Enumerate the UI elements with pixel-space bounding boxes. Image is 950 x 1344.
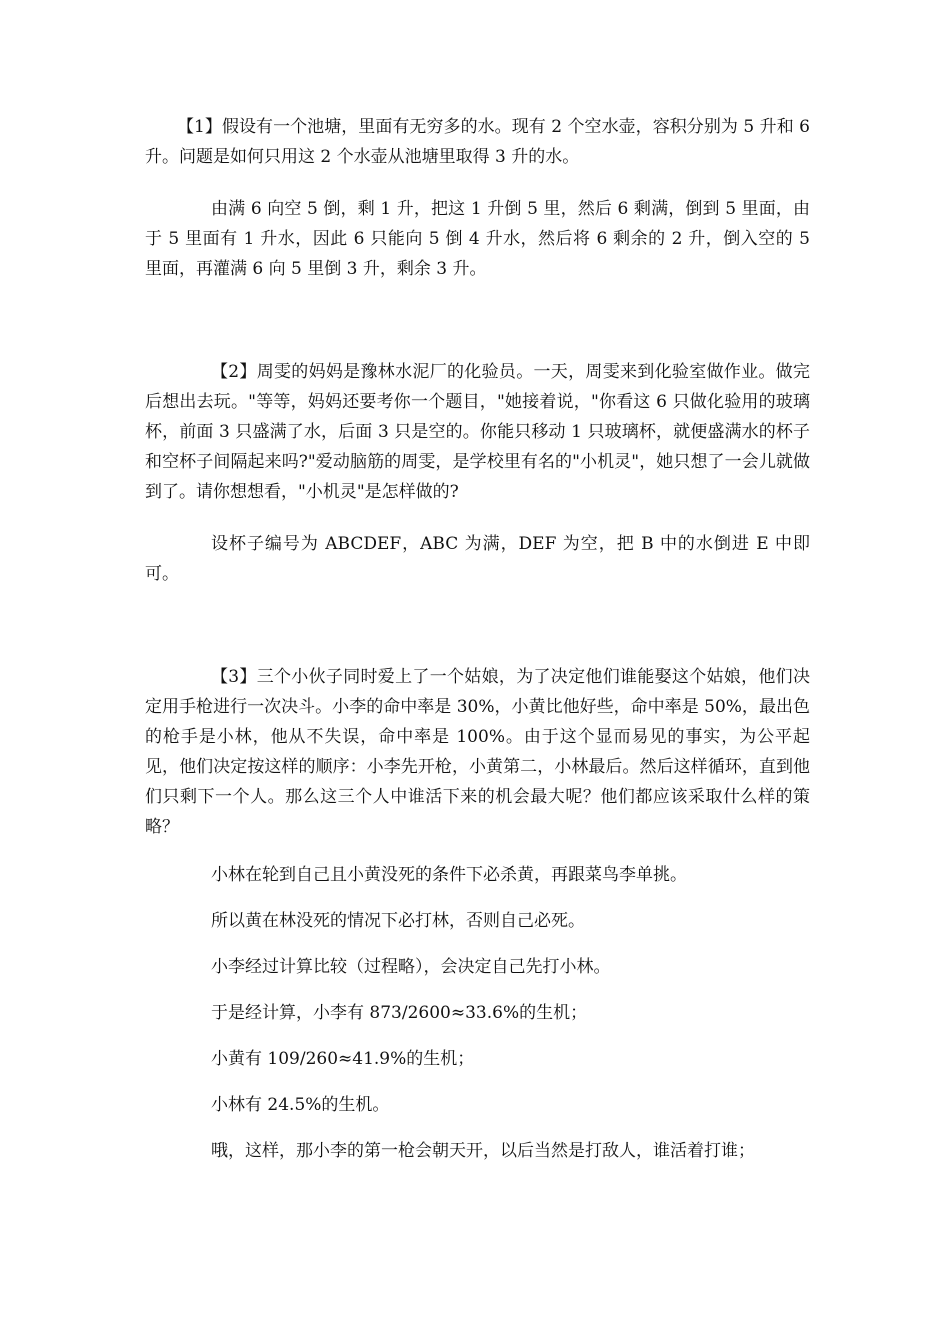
problem-3-answer-line: 小黄有 109/260≈41.9%的生机；: [211, 1049, 475, 1069]
problem-3-answer-line: 小林有 24.5%的生机。: [211, 1095, 390, 1115]
problem-1-question: 【1】假设有一个池塘，里面有无穷多的水。现有 2 个空水壶，容积分别为 5 升和 6 升。问题是如何只用这 2 个水壶从池塘里取得 3 升的水。: [145, 117, 810, 167]
problem-3-answer-line: 哦，这样，那小李的第一枪会朝天开，以后当然是打敌人，谁活着打谁；: [211, 1141, 755, 1161]
problem-3-answer-line: 小李经过计算比较（过程略），会决定自己先打小林。: [211, 957, 611, 977]
document-body: [145, 112, 810, 1166]
section-spacer: [145, 284, 810, 357]
problem-1-answer: 由满 6 向空 5 倒，剩 1 升，把这 1 升倒 5 里，然后 6 剩满，倒到 5 里面，由于 5 里面有 1 升水，因此 6 只能向 5 倒 4 升水，然后将 6 剩余的 2 升，倒入空的 5 里面，再灌满 6 向 5 里倒 3 升，剩余 3 升。: [145, 199, 810, 279]
section-spacer: [145, 589, 810, 662]
problem-3-answer-line: 所以黄在林没死的情况下必打林，否则自己必死。: [211, 911, 585, 931]
problem-3-answer-line: 于是经计算，小李有 873/2600≈33.6%的生机；: [211, 1003, 588, 1023]
problem-3-question: 【3】三个小伙子同时爱上了一个姑娘，为了决定他们谁能娶这个姑娘，他们决定用手枪进行一次决斗。小李的命中率是 30%，小黄比他好些，命中率是 50%，最出色的枪手是小林，他从不失误，命中率是 100%。由于这个显而易见的事实，为公平起见，他们决定按这样的顺序：小李先开枪，小黄第二，小林最后。然后这样循环，直到他们只剩下一个人。那么这三个人中谁活下来的机会最大呢？他们都应该采取什么样的策略？: [145, 667, 810, 837]
problem-3-answer-line: 小林在轮到自己且小黄没死的条件下必杀黄，再跟菜鸟李单挑。: [211, 865, 687, 885]
problem-2-question: 【2】周雯的妈妈是豫林水泥厂的化验员。一天，周雯来到化验室做作业。做完后想出去玩。"等等，妈妈还要考你一个题目，"她接着说，"你看这 6 只做化验用的玻璃杯，前面 3 只盛满了水，后面 3 只是空的。你能只移动 1 只玻璃杯，就便盛满水的杯子和空杯子间隔起来吗?"爱动脑筋的周雯，是学校里有名的"小机灵"，她只想了一会儿就做到了。请你想想看，"小机灵"是怎样做的?: [145, 362, 810, 502]
problem-2-answer: 设杯子编号为 ABCDEF，ABC 为满，DEF 为空，把 B 中的水倒进 E 中即可。: [145, 534, 810, 584]
